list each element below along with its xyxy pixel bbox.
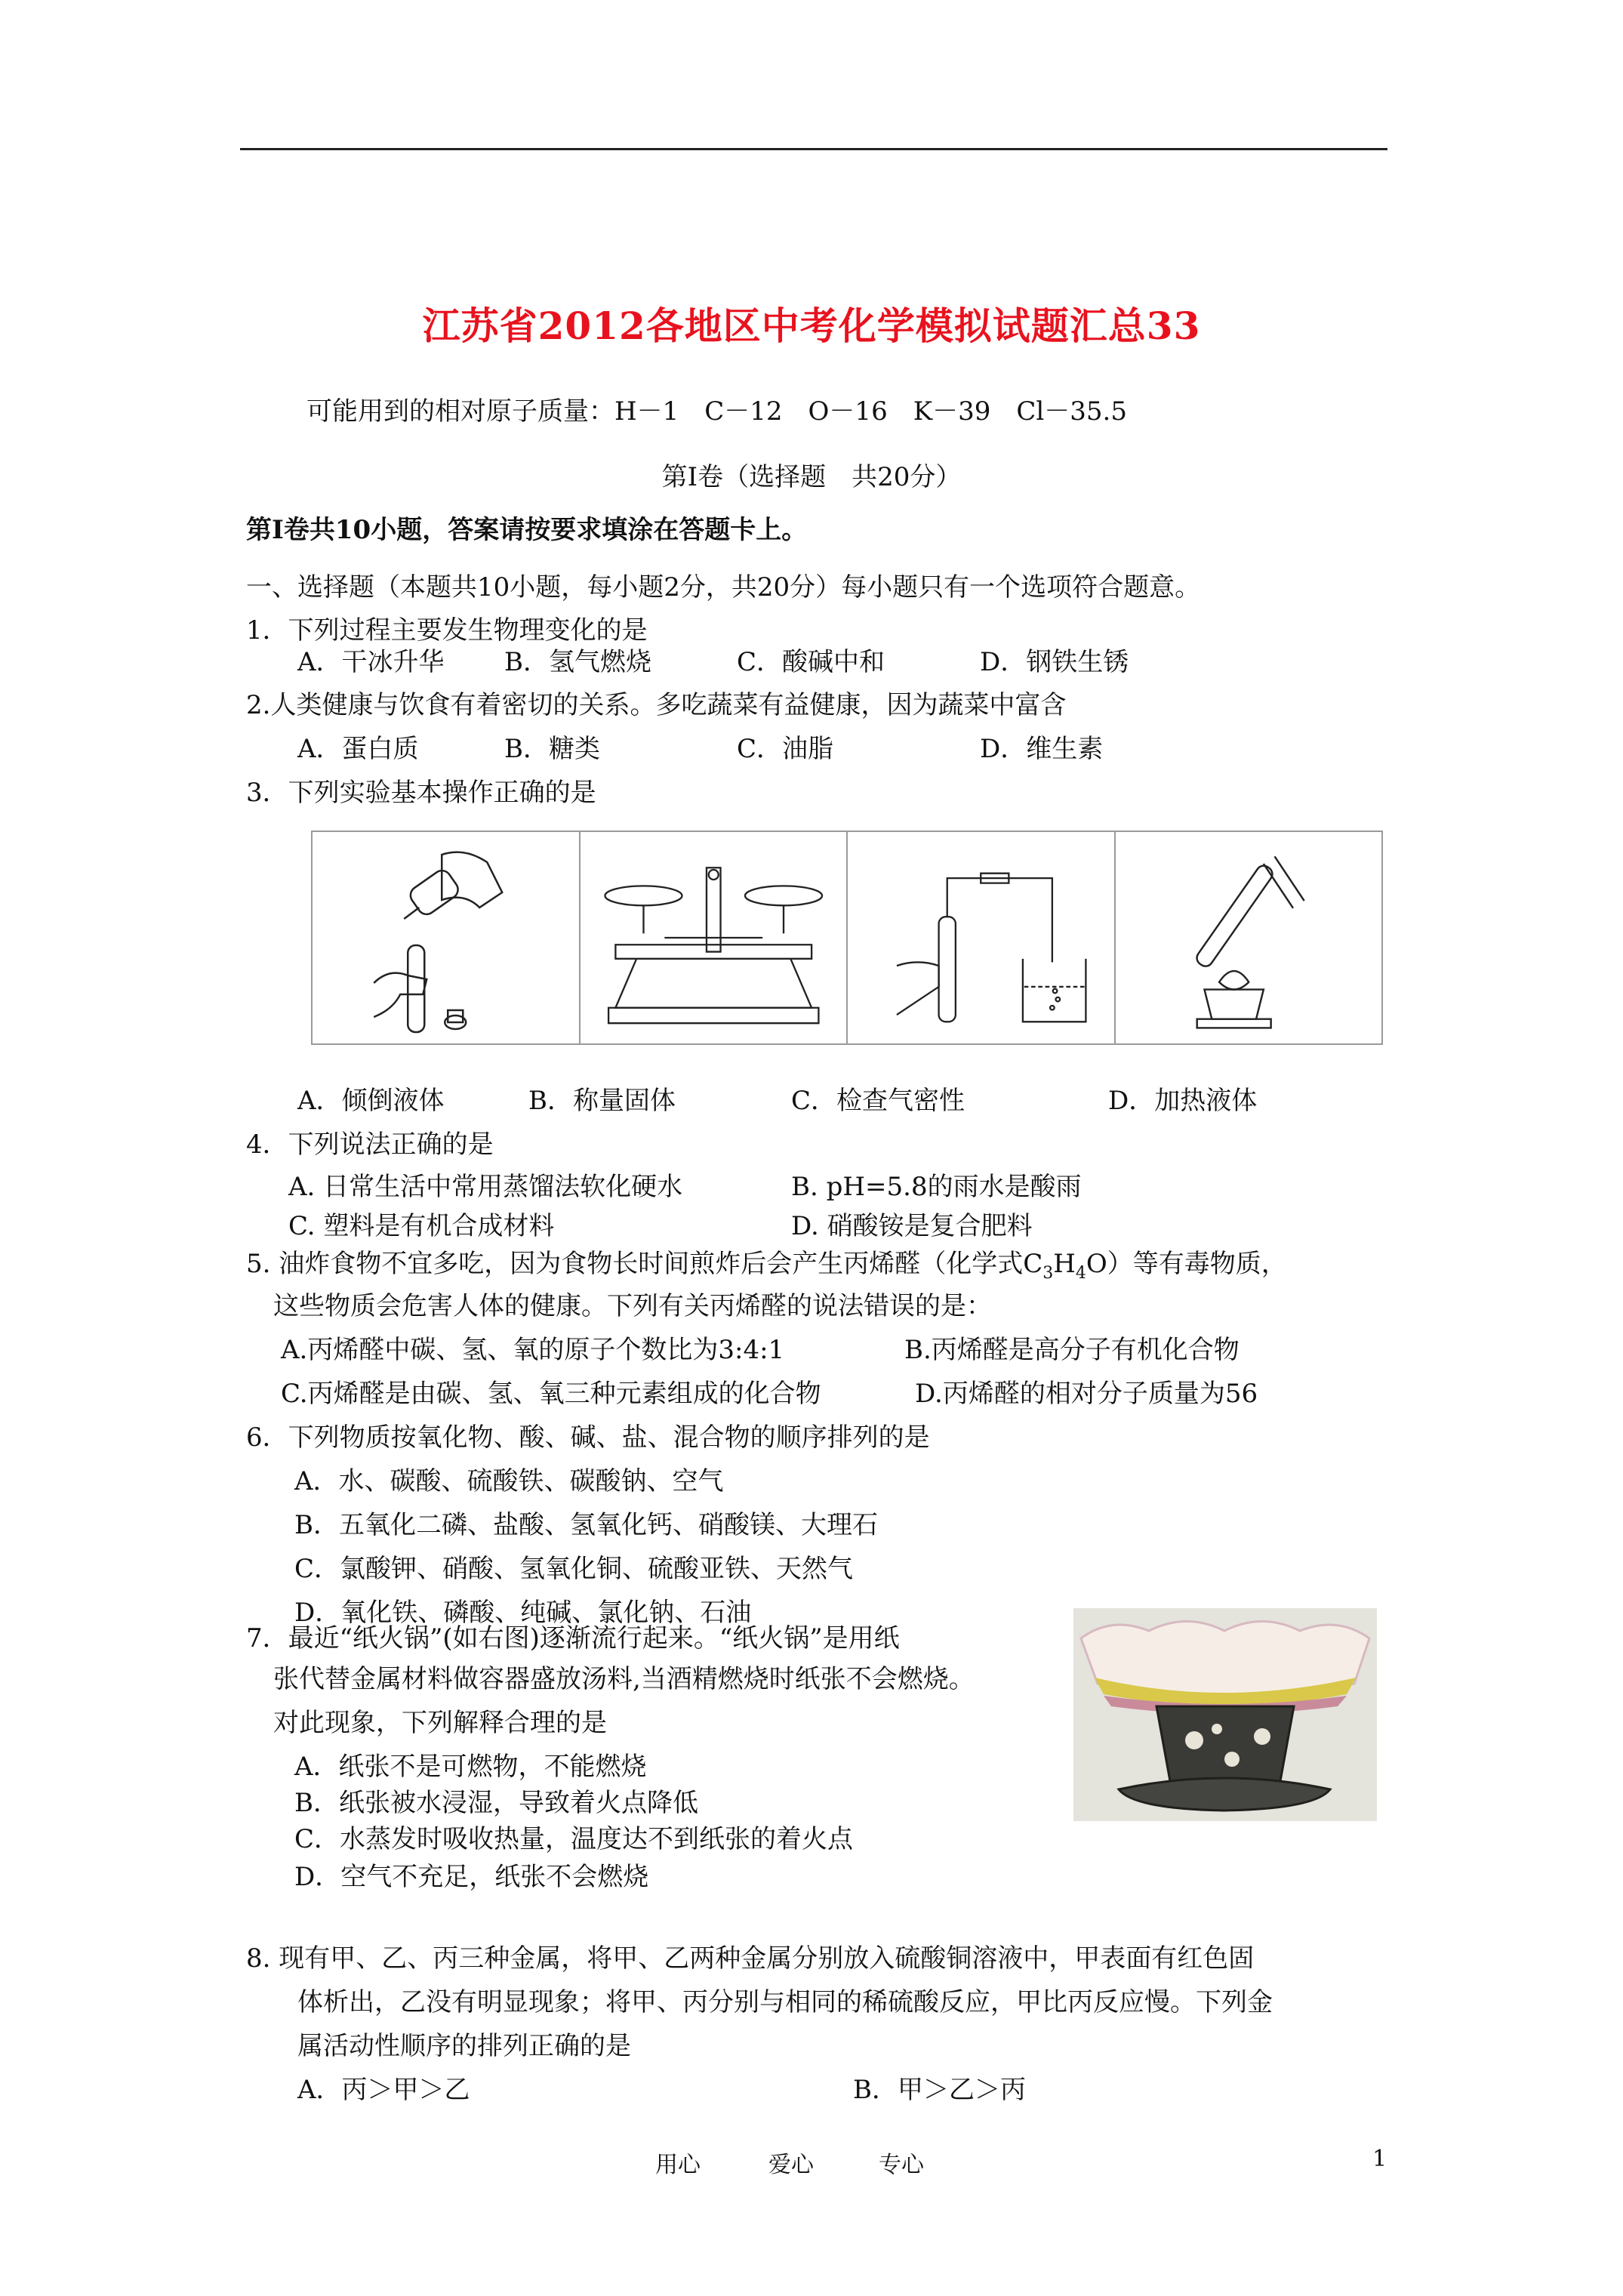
figure-airtightness	[848, 832, 1116, 1043]
q7-stem-line2: 张代替金属材料做容器盛放汤料,当酒精燃烧时纸张不会燃烧。	[273, 1664, 975, 1694]
q7-option-d: D．空气不充足，纸张不会燃烧	[294, 1862, 649, 1892]
q2-option-d: D．维生素	[980, 734, 1104, 764]
paper-hotpot-image	[1073, 1608, 1377, 1821]
q5-stem-line2: 这些物质会危害人体的健康。下列有关丙烯醛的说法错误的是：	[273, 1291, 992, 1321]
heat-liquid-illustration	[1116, 832, 1382, 1043]
formula-c: C	[1023, 1249, 1043, 1279]
q4-option-a: A. 日常生活中常用蒸馏法软化硬水	[288, 1172, 683, 1202]
footer-word-2: 爱心	[768, 2152, 814, 2178]
footer-word-1: 用心	[655, 2152, 701, 2178]
q4-option-b: B. pH=5.8的雨水是酸雨	[791, 1172, 1082, 1202]
q4-stem: 4．下列说法正确的是	[246, 1130, 494, 1160]
formula-sub-4: 4	[1075, 1263, 1086, 1283]
document-title: 江苏省2012各地区中考化学模拟试题汇总33	[422, 304, 1201, 348]
q8-option-b: B．甲＞乙＞丙	[853, 2075, 1026, 2105]
q5-option-c: C.丙烯醛是由碳、氢、氧三种元素组成的化合物	[281, 1379, 821, 1409]
q2-option-b: B．糖类	[504, 734, 600, 764]
figure-pour-liquid	[313, 832, 581, 1043]
q2-option-c: C．油脂	[737, 734, 834, 764]
formula-o: O	[1086, 1249, 1107, 1279]
q3-option-d: D．加热液体	[1108, 1086, 1258, 1116]
q7-option-a: A．纸张不是可燃物，不能燃烧	[294, 1752, 647, 1782]
page-number: 1	[1372, 2146, 1387, 2172]
q5-stem-part1: 5. 油炸食物不宜多吃，因为食物长时间煎炸后会产生丙烯醛（化学式	[246, 1249, 1024, 1279]
q7-stem-line3: 对此现象，下列解释合理的是	[273, 1708, 607, 1738]
q7-option-c: C．水蒸发时吸收热量，温度达不到纸张的着火点	[294, 1824, 854, 1854]
q5-option-b: B.丙烯醛是高分子有机化合物	[904, 1335, 1240, 1365]
q5-option-d: D.丙烯醛的相对分子质量为56	[915, 1379, 1258, 1409]
q5-stem-part2: ）等有毒物质，	[1107, 1249, 1287, 1279]
q1-option-b: B．氢气燃烧	[504, 647, 651, 677]
q6-option-c: C．氯酸钾、硝酸、氢氧化铜、硫酸亚铁、天然气	[294, 1554, 854, 1584]
q6-option-d: D．氧化铁、磷酸、纯碱、氯化钠、石油	[294, 1598, 752, 1628]
q5-formula	[1023, 1249, 1107, 1283]
q7-option-b: B．纸张被水浸湿，导致着火点降低	[294, 1788, 698, 1818]
footer-word-3: 专心	[879, 2152, 924, 2178]
q4-option-d: D. 硝酸铵是复合肥料	[791, 1211, 1033, 1241]
figure-balance	[581, 832, 848, 1043]
q6-option-b: B．五氧化二磷、盐酸、氢氧化钙、硝酸镁、大理石	[294, 1510, 878, 1540]
q8-option-a: A．丙＞甲＞乙	[297, 2075, 470, 2105]
q6-option-a: A．水、碳酸、硫酸铁、碳酸钠、空气	[294, 1466, 724, 1496]
formula-h: H	[1053, 1249, 1076, 1279]
q8-stem-line2: 体析出，乙没有明显现象；将甲、丙分别与相同的稀硫酸反应，甲比丙反应慢。下列金	[297, 1987, 1273, 2017]
q1-option-a: A．干冰升华	[297, 647, 445, 677]
q8-stem-line3: 属活动性顺序的排列正确的是	[297, 2031, 631, 2061]
q1-stem: 1．下列过程主要发生物理变化的是	[246, 615, 648, 646]
q4-option-c: C. 塑料是有机合成材料	[288, 1211, 555, 1241]
pour-liquid-illustration	[313, 832, 579, 1043]
q7-stem-line1: 7．最近“纸火锅”(如右图)逐渐流行起来。“纸火锅”是用纸	[246, 1623, 900, 1653]
q5-option-a: A.丙烯醛中碳、氢、氧的原子个数比为3:4:1	[281, 1335, 785, 1365]
q3-stem: 3．下列实验基本操作正确的是	[246, 778, 596, 808]
q2-option-a: A．蛋白质	[297, 734, 419, 764]
q3-figure-strip	[311, 831, 1383, 1045]
paper-hotpot-photo	[1073, 1608, 1377, 1821]
section-heading: 第Ⅰ卷（选择题 共20分）	[661, 462, 962, 492]
part-instructions: 一、选择题（本题共10小题，每小题2分，共20分）每小题只有一个选项符合题意。	[246, 572, 1201, 603]
q2-stem: 2.人类健康与饮食有着密切的关系。多吃蔬菜有益健康，因为蔬菜中富含	[246, 690, 1067, 720]
section-note: 第Ⅰ卷共10小题，答案请按要求填涂在答题卡上。	[246, 515, 808, 545]
formula-sub-3: 3	[1042, 1263, 1054, 1283]
balance-illustration	[581, 832, 847, 1043]
q3-option-b: B．称量固体	[528, 1086, 676, 1116]
atomic-mass-line: 可能用到的相对原子质量：H－1 C－12 O－16 K－39 Cl－35.5	[306, 396, 1127, 427]
airtightness-illustration	[848, 832, 1114, 1043]
q1-option-d: D．钢铁生锈	[980, 647, 1129, 677]
q3-option-c: C．检查气密性	[791, 1086, 965, 1116]
header-rule	[240, 148, 1387, 150]
q8-stem-line1: 8. 现有甲、乙、丙三种金属，将甲、乙两种金属分别放入硫酸铜溶液中，甲表面有红色固	[246, 1943, 1255, 1974]
q6-stem: 6．下列物质按氧化物、酸、碱、盐、混合物的顺序排列的是	[246, 1422, 930, 1453]
q3-option-a: A．倾倒液体	[297, 1086, 445, 1116]
q5-stem	[246, 1249, 1287, 1289]
q1-option-c: C．酸碱中和	[737, 647, 885, 677]
figure-heat-liquid	[1116, 832, 1382, 1043]
